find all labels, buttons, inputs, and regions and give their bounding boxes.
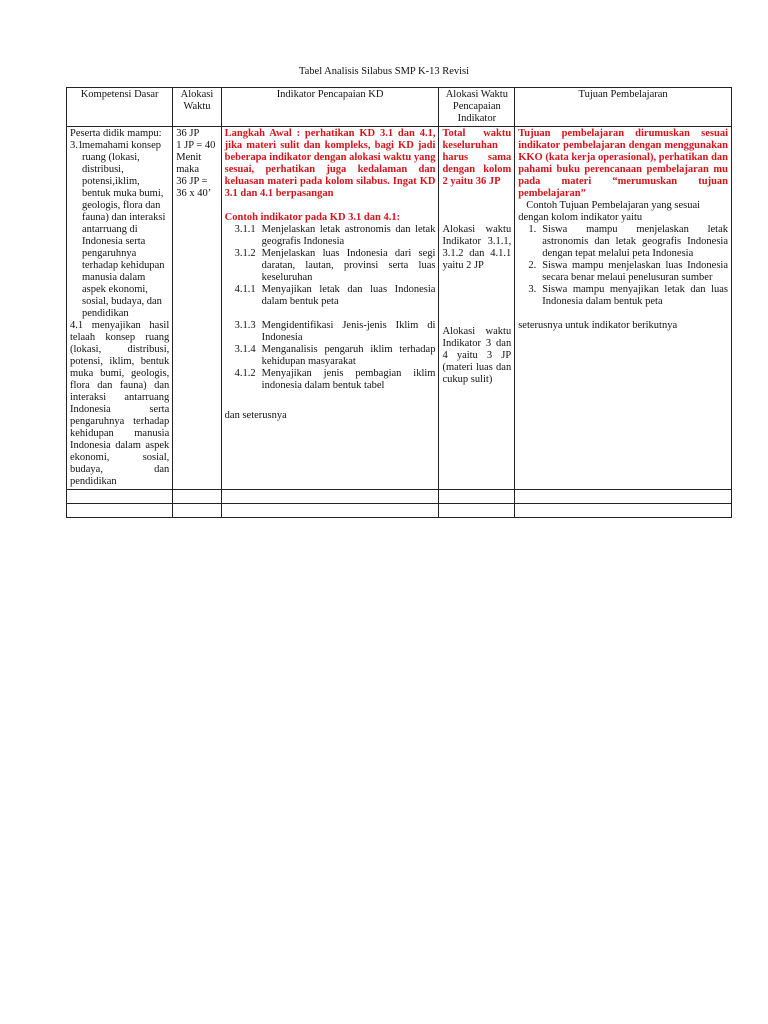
indikator-text: Menjelaskan letak astronomis dan letak geografis Indonesia: [261, 224, 436, 247]
list-item: [235, 344, 436, 368]
langkah-awal-note: Langkah Awal : perhatikan KD 3.1 dan 4.1, jika materi sulit dan kompleks, bagi KD jadi beberapa indikator dengan alokasi waktu yang sesuai, perhatikan juga kedalaman dan keluasan materi pada kolom silabus. Ingat KD 3.1 dan 4.1 berpasangan: [224, 128, 436, 199]
header-kompetensi-dasar: Kompetensi Dasar: [67, 88, 173, 127]
alokasi-indikator-cell: [439, 127, 515, 490]
tujuan-contoh: Contoh Tujuan Pembelajaran yang sesuai dengan kolom indikator yaitu: [518, 200, 701, 223]
indikator-number: 4.1.2: [234, 368, 256, 379]
indikator-group-1: [225, 224, 436, 308]
table-row-empty: [67, 504, 732, 518]
syllabus-table: [66, 87, 732, 518]
kd-cell: [67, 127, 173, 490]
indikator-text: Menganalisis pengaruh iklim terhadap kehidupan masyarakat: [261, 344, 436, 367]
indikator-text: Menjelaskan luas Indonesia dari segi daratan, lautan, provinsi serta luas keseluruhan: [261, 248, 436, 283]
list-item: [518, 284, 728, 308]
alokasi-jp-menit: 1 JP = 40 Menit maka: [176, 140, 216, 175]
alokasi-indikator-2: Alokasi waktu Indikator 3 dan 4 yaitu 3 JP (materi luas dan cukup sulit): [442, 326, 512, 385]
indikator-group-2: [225, 320, 436, 392]
list-item: [235, 284, 436, 308]
tujuan-footer: seterusnya untuk indikator berikutnya: [518, 320, 678, 331]
indikator-number: 4.1.1: [234, 284, 256, 295]
indikator-text: Mengidentifikasi Jenis-jenis Iklim di Indonesia: [261, 320, 436, 343]
list-text: Siswa mampu menjelaskan letak astronomis dan letak geografis Indonesia dengan tepat melalui peta Indonesia: [542, 224, 728, 259]
list-item: [235, 368, 436, 392]
kd31-number: 3.1: [70, 140, 84, 151]
indikator-number: 3.1.3: [234, 320, 256, 331]
indikator-text: Menyajikan jenis pembagian iklim indonesia dalam bentuk tabel: [261, 368, 436, 391]
indikator-footer: dan seterusnya: [224, 410, 287, 421]
list-item: [235, 320, 436, 344]
header-alokasi-indikator: Alokasi Waktu Pencapaian Indikator: [439, 88, 515, 127]
header-indikator: Indikator Pencapaian KD: [221, 88, 439, 127]
contoh-indikator-heading: Contoh indikator pada KD 3.1 dan 4.1:: [224, 212, 401, 223]
header-alokasi-waktu: Alokasi Waktu: [173, 88, 221, 127]
kd-intro: Peserta didik mampu:: [70, 128, 162, 139]
list-text: Siswa mampu menyajikan letak dan luas Indonesia dalam bentuk peta: [542, 284, 728, 307]
list-item: [235, 224, 436, 248]
list-number: 1.: [528, 224, 537, 235]
tujuan-list: [518, 224, 728, 308]
list-number: 3.: [528, 284, 537, 295]
indikator-number: 3.1.1: [234, 224, 256, 235]
kd41-text: 4.1 menyajikan hasil telaah konsep ruang (lokasi, distribusi, potensi, iklim, bentuk muka bumi, geologis, flora dan fauna) dan interaksi antarruang Indonesia serta pengaruhnya terhadap kehidupan manusia Indonesia dalam aspek ekonomi, sosial, budaya, dan pendidikan: [70, 320, 170, 487]
tujuan-note: Tujuan pembelajaran dirumuskan sesuai indikator pembelajaran dengan menggunakan KKO (kata kerja operasional), perhatikan dan pahami buku perencanaan pembelajaran mu pada materi “merumuskan tujuan pembelajaran”: [518, 128, 728, 199]
alokasi-total: 36 JP: [176, 128, 200, 139]
list-item: [518, 224, 728, 260]
indikator-number: 3.1.2: [234, 248, 256, 259]
indikator-number: 3.1.4: [234, 344, 256, 355]
list-text: Siswa mampu menjelaskan luas Indonesia secara benar melaui penelusuran sumber: [542, 260, 728, 283]
indikator-text: Menyajikan letak dan luas Indonesia dalam bentuk peta: [261, 284, 436, 307]
kd31-text: memahami konsep ruang (lokasi, distribusi, potensi,iklim, bentuk muka bumi, geologis, flora dan fauna) dan interaksi antarruang di Indonesia serta pengaruhnya terhadap kehidupan manusia dalam aspek ekonomi, sosial, budaya, dan pendidikan: [82, 140, 166, 319]
header-tujuan: Tujuan Pembelajaran: [515, 88, 732, 127]
alokasi-indikator-1: Alokasi waktu Indikator 3.1.1, 3.1.2 dan 4.1.1 yaitu 2 JP: [442, 224, 512, 271]
total-waktu-note: Total waktu keseluruhan harus sama dengan kolom 2 yaitu 36 JP: [442, 128, 512, 187]
list-number: 2.: [528, 260, 537, 271]
table-row-empty: [67, 490, 732, 504]
indikator-cell: [221, 127, 439, 490]
list-item: [235, 248, 436, 284]
table-row: [67, 127, 732, 490]
alokasi-cell: [173, 127, 221, 490]
page-title: Tabel Analisis Silabus SMP K-13 Revisi: [298, 66, 470, 77]
list-item: [518, 260, 728, 284]
tujuan-cell: [515, 127, 732, 490]
alokasi-formula: 36 JP = 36 x 40’: [176, 176, 212, 199]
table-header-row: [67, 88, 732, 127]
